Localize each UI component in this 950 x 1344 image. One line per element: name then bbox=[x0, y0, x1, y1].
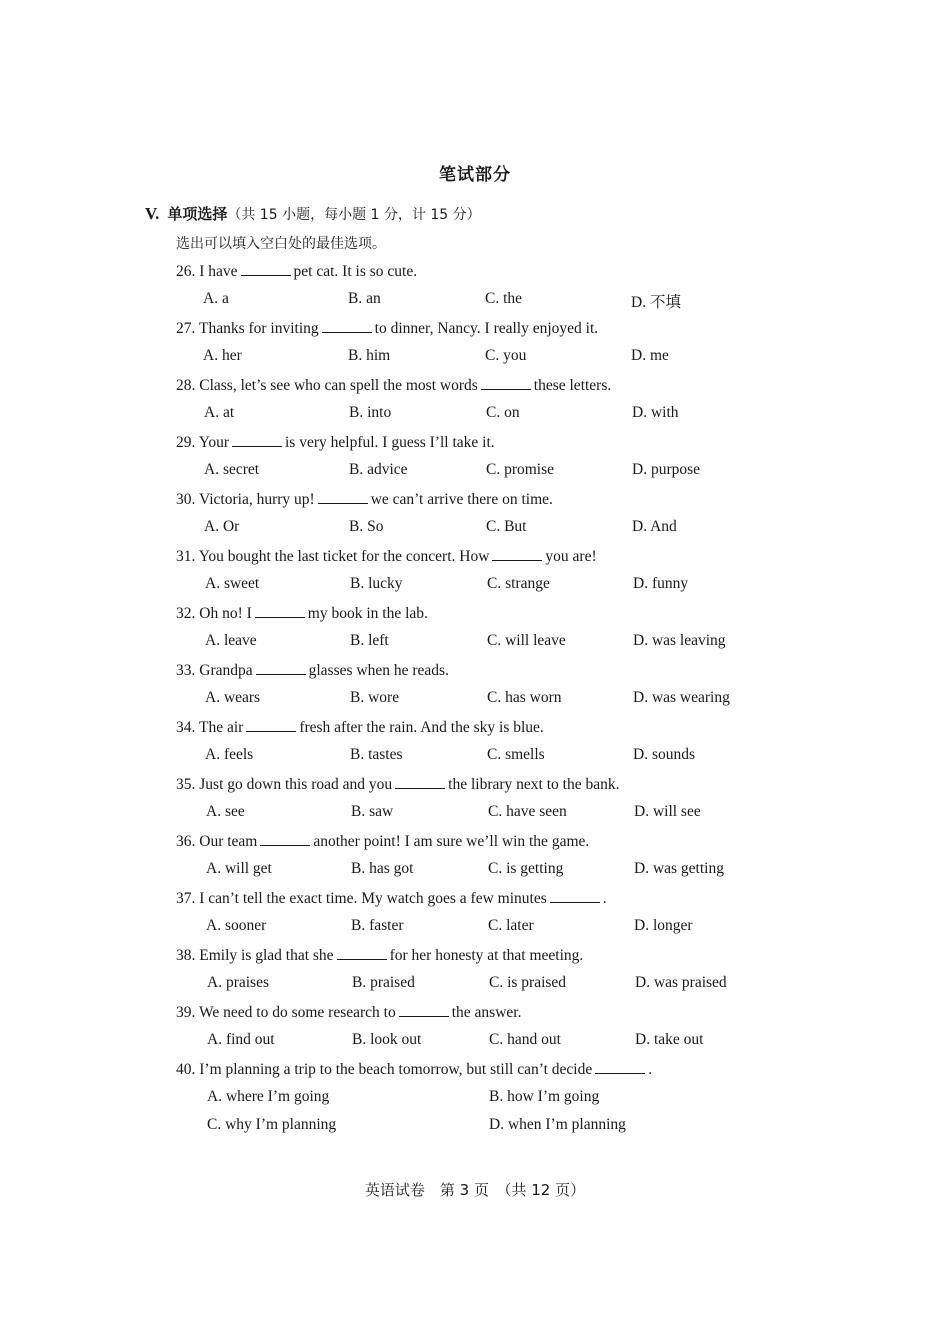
option-c: C. you bbox=[485, 347, 527, 364]
option-c: C. strange bbox=[487, 575, 550, 592]
option-a: A. Or bbox=[204, 518, 240, 535]
option-d: D. was getting bbox=[634, 860, 724, 877]
option-a: A. will get bbox=[206, 860, 272, 877]
answer-blank bbox=[246, 717, 296, 732]
option-c: C. promise bbox=[486, 461, 555, 478]
question-item bbox=[0, 660, 950, 717]
option-b: B. an bbox=[348, 290, 381, 307]
option-d: D. longer bbox=[634, 917, 693, 934]
answer-blank bbox=[595, 1059, 645, 1074]
answer-blank bbox=[337, 945, 387, 960]
option-d: D. And bbox=[632, 518, 677, 535]
option-b: B. has got bbox=[351, 860, 414, 877]
question-stem bbox=[176, 318, 816, 338]
answer-blank bbox=[318, 489, 368, 504]
question-stem bbox=[176, 717, 816, 737]
option-b: B. wore bbox=[350, 689, 400, 706]
answer-blank bbox=[550, 888, 600, 903]
question-item bbox=[0, 1002, 950, 1059]
question-text-after: is very helpful. I guess I’ll take it. bbox=[285, 434, 495, 451]
question-text-after: you are! bbox=[545, 548, 597, 565]
question-text-before: The air bbox=[198, 719, 244, 736]
option-d: D. when I’m planning bbox=[489, 1116, 626, 1133]
option-a: A. secret bbox=[204, 461, 260, 478]
option-b: B. into bbox=[349, 404, 392, 421]
question-stem bbox=[176, 375, 816, 395]
option-a: A. a bbox=[203, 290, 229, 307]
question-number: 31. bbox=[176, 548, 196, 565]
question-text-after: for her honesty at that meeting. bbox=[389, 947, 584, 964]
option-d: D. purpose bbox=[632, 461, 701, 478]
option-d: D. was wearing bbox=[633, 689, 730, 706]
option-c: C. have seen bbox=[488, 803, 567, 820]
answer-blank bbox=[492, 546, 542, 561]
page-title: 笔试部分 bbox=[439, 165, 511, 185]
option-c: C. is praised bbox=[489, 974, 567, 991]
option-c: C. will leave bbox=[487, 632, 566, 649]
question-number: 30. bbox=[176, 491, 196, 508]
option-b: B. lucky bbox=[350, 575, 403, 592]
option-c: C. on bbox=[486, 404, 520, 421]
option-b: B. faster bbox=[351, 917, 404, 934]
option-b: B. him bbox=[348, 347, 391, 364]
question-item bbox=[0, 945, 950, 1002]
option-a: A. wears bbox=[205, 689, 261, 706]
option-a: A. at bbox=[204, 404, 235, 421]
question-stem bbox=[176, 261, 816, 281]
option-d: D. was praised bbox=[635, 974, 727, 991]
option-b: B. advice bbox=[349, 461, 408, 478]
question-text-after: . bbox=[602, 890, 607, 907]
option-d: D. funny bbox=[633, 575, 689, 592]
option-c: C. But bbox=[486, 518, 527, 535]
option-a: A. leave bbox=[205, 632, 257, 649]
question-text-before: Thanks for inviting bbox=[198, 320, 319, 337]
option-d: D. was leaving bbox=[633, 632, 726, 649]
option-b: B. look out bbox=[352, 1031, 422, 1048]
answer-blank bbox=[260, 831, 310, 846]
question-text-after: we can’t arrive there on time. bbox=[370, 491, 553, 508]
section-title: 单项选择 bbox=[167, 205, 228, 223]
question-item bbox=[0, 603, 950, 660]
question-number: 38. bbox=[176, 947, 196, 964]
question-item bbox=[0, 546, 950, 603]
option-c: C. smells bbox=[487, 746, 545, 763]
question-number: 36. bbox=[176, 833, 196, 850]
option-b: B. how I’m going bbox=[489, 1088, 600, 1105]
question-item bbox=[0, 489, 950, 546]
question-text-before: Your bbox=[198, 434, 229, 451]
option-d: D. will see bbox=[634, 803, 701, 820]
question-text-before: Oh no! I bbox=[199, 605, 252, 622]
question-text-before: You bought the last ticket for the concert. How bbox=[198, 548, 490, 565]
question-stem bbox=[176, 831, 816, 851]
question-number: 27. bbox=[176, 320, 196, 337]
answer-blank bbox=[395, 774, 445, 789]
question-item bbox=[0, 318, 950, 375]
question-stem bbox=[176, 660, 816, 680]
option-a: A. see bbox=[206, 803, 245, 820]
question-number: 33. bbox=[176, 662, 196, 679]
question-text-after: the library next to the bank. bbox=[448, 776, 620, 793]
question-text-before: Just go down this road and you bbox=[199, 776, 393, 793]
question-number: 35. bbox=[176, 776, 196, 793]
option-b: B. saw bbox=[351, 803, 394, 820]
question-item bbox=[0, 261, 950, 318]
question-text-before: Victoria, hurry up! bbox=[198, 491, 315, 508]
question-text-before: Grandpa bbox=[199, 662, 253, 679]
question-number: 26. bbox=[176, 263, 196, 280]
question-text-before: I’m planning a trip to the beach tomorrow, but still can’t decide bbox=[199, 1061, 593, 1078]
question-number: 32. bbox=[176, 605, 196, 622]
question-item bbox=[0, 888, 950, 945]
question-list bbox=[0, 261, 950, 1145]
option-d: D. me bbox=[631, 347, 669, 364]
option-a: A. sooner bbox=[206, 917, 267, 934]
section-heading bbox=[145, 203, 481, 224]
question-text-after: my book in the lab. bbox=[307, 605, 428, 622]
question-text-before: I have bbox=[199, 263, 238, 280]
answer-blank bbox=[256, 660, 306, 675]
question-stem bbox=[176, 1059, 816, 1079]
section-instruction: 选出可以填入空白处的最佳选项。 bbox=[176, 236, 386, 252]
question-number: 29. bbox=[176, 434, 196, 451]
answer-blank bbox=[232, 432, 282, 447]
option-b: B. So bbox=[349, 518, 384, 535]
question-number: 40. bbox=[176, 1061, 196, 1078]
question-text-after: to dinner, Nancy. I really enjoyed it. bbox=[374, 320, 599, 337]
question-text-before: Emily is glad that she bbox=[199, 947, 334, 964]
question-item bbox=[0, 1059, 950, 1145]
answer-blank bbox=[241, 261, 291, 276]
option-d: D. 不填 bbox=[631, 294, 681, 311]
question-text-after: these letters. bbox=[533, 377, 612, 394]
question-text-after: the answer. bbox=[451, 1004, 522, 1021]
question-stem bbox=[176, 1002, 816, 1022]
question-item bbox=[0, 831, 950, 888]
question-item bbox=[0, 375, 950, 432]
option-a: A. sweet bbox=[205, 575, 260, 592]
question-stem bbox=[176, 489, 816, 509]
question-text-before: Class, let’s see who can spell the most words bbox=[199, 377, 478, 394]
question-text-after: . bbox=[648, 1061, 653, 1078]
question-number: 39. bbox=[176, 1004, 196, 1021]
answer-blank bbox=[322, 318, 372, 333]
option-c: C. is getting bbox=[488, 860, 564, 877]
option-b: B. praised bbox=[352, 974, 415, 991]
option-a: A. where I’m going bbox=[207, 1088, 330, 1105]
question-text-after: pet cat. It is so cute. bbox=[293, 263, 418, 280]
question-item bbox=[0, 432, 950, 489]
question-item bbox=[0, 774, 950, 831]
question-text-after: glasses when he reads. bbox=[308, 662, 449, 679]
answer-blank bbox=[399, 1002, 449, 1017]
question-stem bbox=[176, 546, 816, 566]
question-text-before: I can’t tell the exact time. My watch goes a few minutes bbox=[199, 890, 547, 907]
option-c: C. hand out bbox=[489, 1031, 561, 1048]
answer-blank bbox=[481, 375, 531, 390]
section-note: （共 15 小题，每小题 1 分，计 15 分） bbox=[227, 207, 481, 223]
question-number: 34. bbox=[176, 719, 196, 736]
option-c: C. has worn bbox=[487, 689, 562, 706]
question-number: 28. bbox=[176, 377, 196, 394]
question-stem bbox=[176, 888, 816, 908]
question-number: 37. bbox=[176, 890, 196, 907]
option-d: D. with bbox=[632, 404, 679, 421]
option-d: D. take out bbox=[635, 1031, 704, 1048]
question-stem bbox=[176, 432, 816, 452]
option-a: A. praises bbox=[207, 974, 269, 991]
option-a: A. feels bbox=[205, 746, 254, 763]
question-stem bbox=[176, 774, 816, 794]
option-c: C. why I’m planning bbox=[207, 1116, 337, 1133]
question-stem bbox=[176, 603, 816, 623]
question-text-after: another point! I am sure we’ll win the game. bbox=[313, 833, 590, 850]
question-text-before: Our team bbox=[199, 833, 258, 850]
option-b: B. tastes bbox=[350, 746, 403, 763]
option-c: C. later bbox=[488, 917, 534, 934]
question-stem bbox=[176, 945, 816, 965]
option-a: A. find out bbox=[207, 1031, 275, 1048]
question-text-after: fresh after the rain. And the sky is blue. bbox=[299, 719, 544, 736]
question-item bbox=[0, 717, 950, 774]
question-text-before: We need to do some research to bbox=[198, 1004, 396, 1021]
option-a: A. her bbox=[203, 347, 242, 364]
page-footer: 英语试卷 第 3 页 （共 12 页） bbox=[364, 1181, 586, 1199]
option-b: B. left bbox=[350, 632, 389, 649]
option-d: D. sounds bbox=[633, 746, 696, 763]
option-c: C. the bbox=[485, 290, 523, 307]
section-number: V. bbox=[145, 204, 160, 223]
answer-blank bbox=[255, 603, 305, 618]
